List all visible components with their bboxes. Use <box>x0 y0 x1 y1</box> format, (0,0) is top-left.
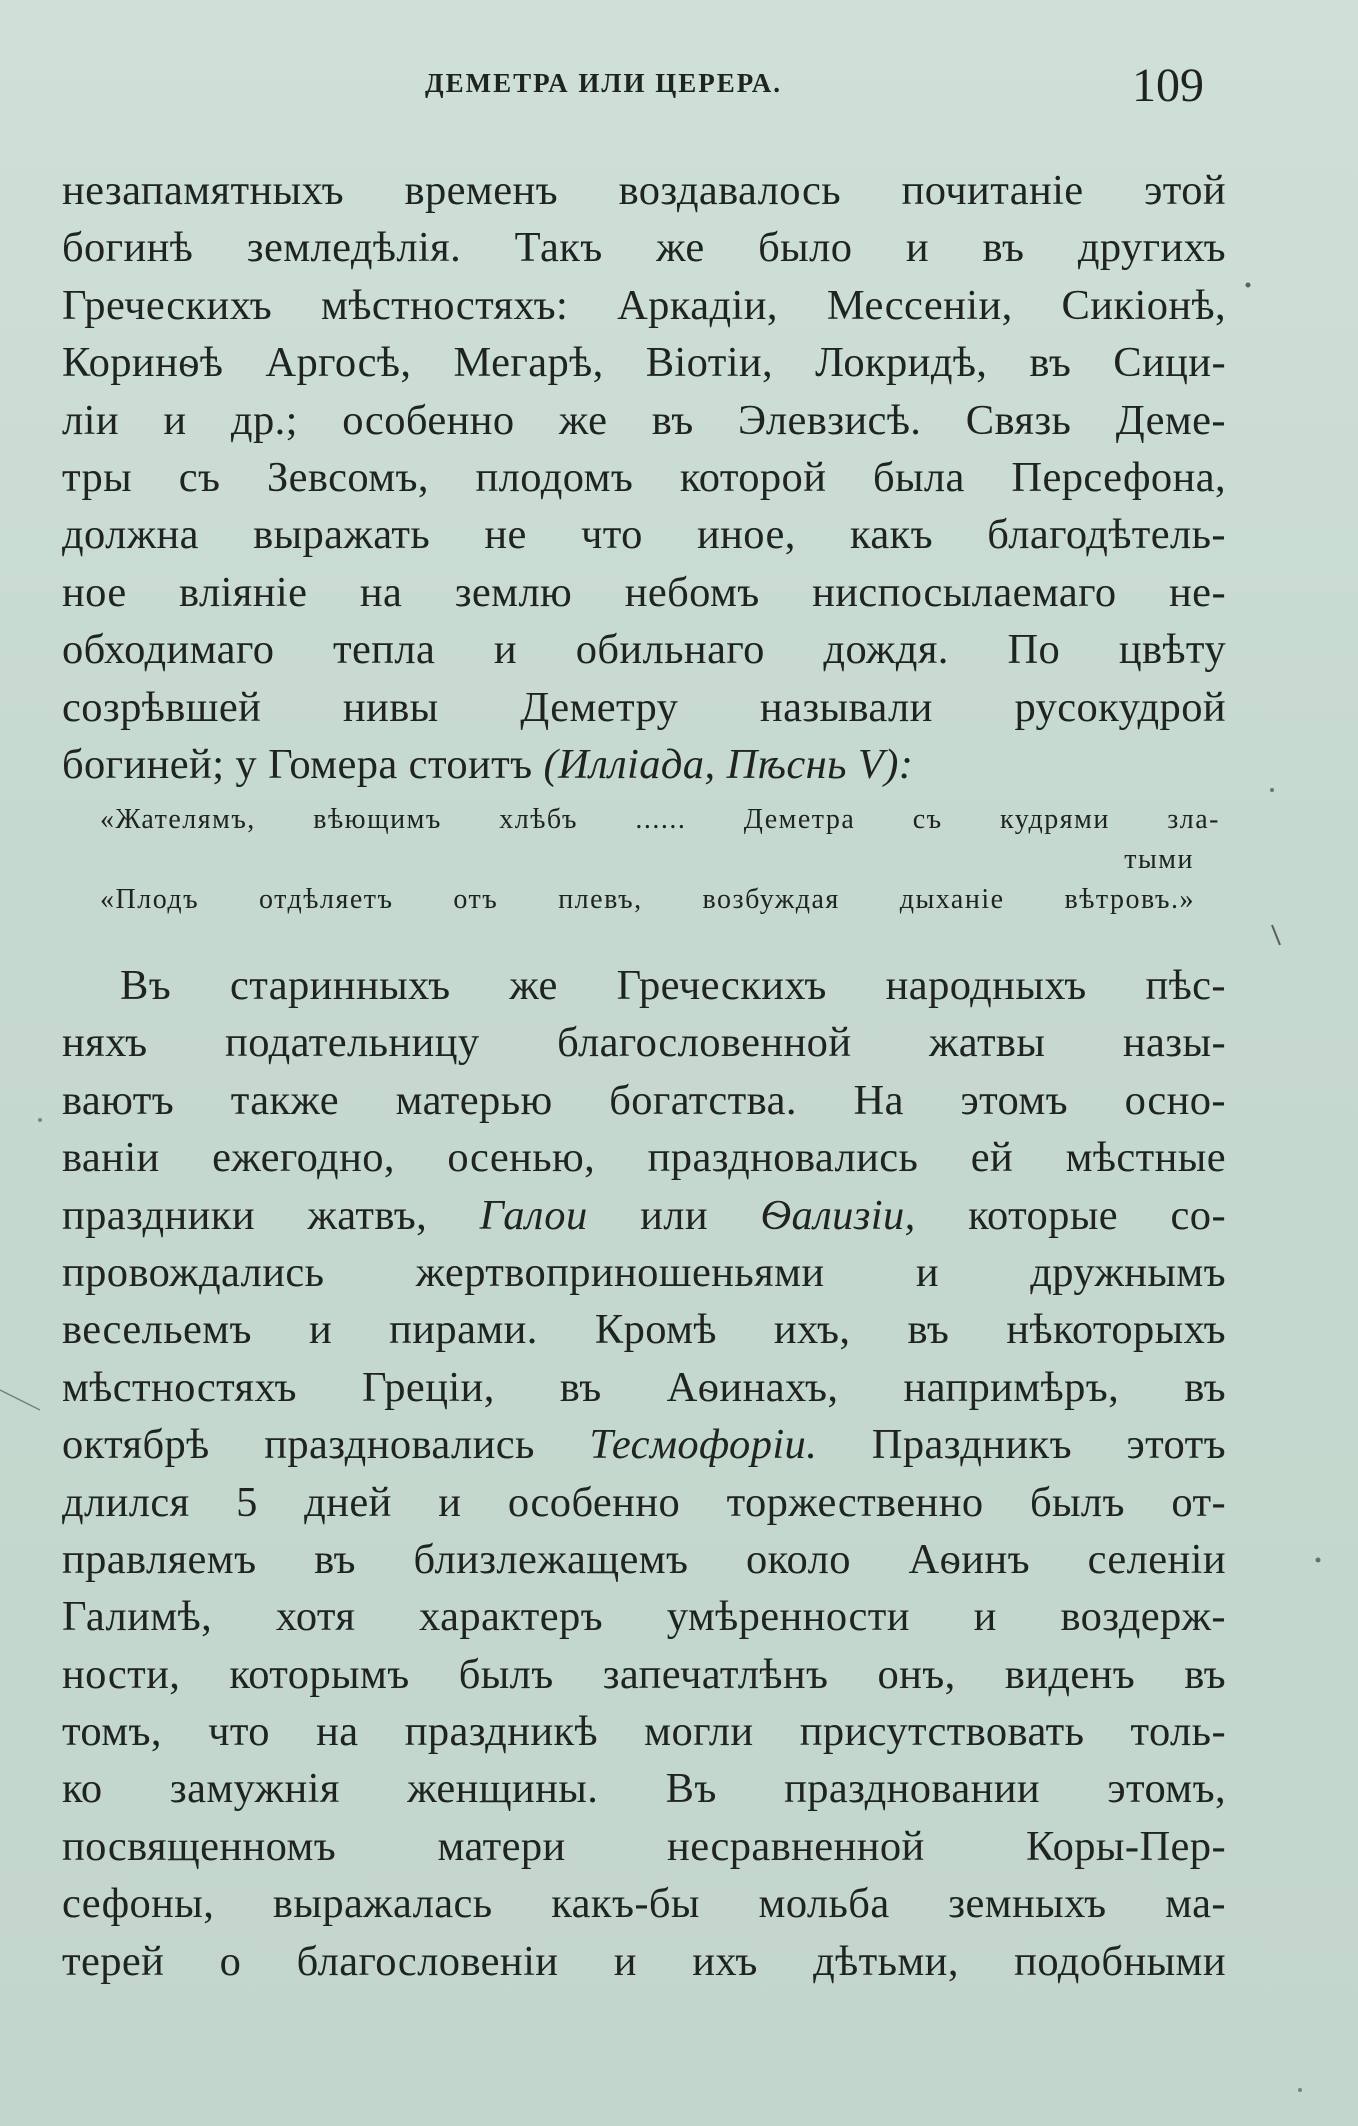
text-line: должна выражать не что иное, какъ благодѣтель- <box>62 511 1226 559</box>
text-line: няхъ подательницу благословенной жатвы назы- <box>62 1019 1226 1067</box>
verse-quote <box>100 800 1220 920</box>
paragraph-2 <box>62 957 1226 1990</box>
text-line <box>62 736 1226 793</box>
quote-line: «Плодъ отдѣляетъ отъ плевъ, возбуждая дыханiе вѣтровъ.» <box>100 884 1195 915</box>
page-header <box>0 59 1358 122</box>
text-line: Въ старинныхъ же Греческихъ народныхъ пѣс- <box>120 962 1226 1009</box>
text-line: томъ, что на праздникѣ могли присутствовать толь- <box>62 1708 1226 1756</box>
text-line: тры съ Зевсомъ, плодомъ которой была Персефона, <box>62 453 1226 501</box>
text-line: незапамятныхъ временъ воздавалось почитанiе этой <box>62 167 1226 214</box>
text-fragment: или <box>587 1191 761 1239</box>
text-fragment: которые со- <box>915 1191 1226 1239</box>
text-line <box>62 1187 1226 1244</box>
text-line: ное влiянiе на землю небомъ ниспосылаемаго не- <box>62 568 1226 616</box>
paragraph-1 <box>62 162 1226 793</box>
text-line: правляемъ въ близлежащемъ около Аѳинъ селенiи <box>62 1535 1226 1583</box>
text-line: ванiи ежегодно, осенью, праздновались ей мѣстные <box>62 1134 1226 1182</box>
text-fragment: октябрѣ праздновались <box>62 1421 590 1469</box>
festival-name: Ѳализiи, <box>760 1191 916 1239</box>
text-fragment: праздники жатвъ, <box>62 1191 480 1239</box>
text-line: обходимаго тепла и обильнаго дождя. По цвѣту <box>62 626 1226 674</box>
festival-name: Галои <box>479 1191 588 1239</box>
text-line: Коринѳѣ Аргосѣ, Мегарѣ, Вiотiи, Локридѣ, въ Сици- <box>62 339 1226 387</box>
citation: (Иллiада, Пѣснь V): <box>543 740 914 788</box>
text-line: мѣстностяхъ Грецiи, въ Аѳинахъ, напримѣръ, въ <box>62 1363 1226 1411</box>
text-line: ко замужнiя женщины. Въ праздновании этомъ, <box>62 1765 1226 1813</box>
text-line: сефоны, выражалась какъ-бы мольба земныхъ ма- <box>62 1880 1226 1928</box>
text-line <box>62 1416 1226 1473</box>
festival-name: Тесмофорiи. <box>589 1421 818 1469</box>
text-line: весельемъ и пирами. Кромѣ ихъ, въ нѣкоторыхъ <box>62 1306 1226 1354</box>
running-head: ДЕМЕТРА ИЛИ ЦЕРЕРА. <box>425 68 783 98</box>
text-line: богинѣ земледѣлiя. Такъ же было и въ другихъ <box>62 224 1226 272</box>
text-line: посвященномъ матери несравненной Коры-Пер- <box>62 1822 1226 1870</box>
text-line: ваютъ также матерью богатства. На этомъ осно- <box>62 1076 1226 1124</box>
quote-line: «Жателямъ, вѣющимъ хлѣбъ ...... Деметра съ кудрями зла- <box>100 804 1220 835</box>
text-line: длился 5 дней и особенно торжественно былъ от- <box>62 1478 1226 1526</box>
text-line: Галимѣ, хотя характеръ умѣренности и воздерж- <box>62 1593 1226 1641</box>
page-number: 109 <box>1132 59 1204 112</box>
text-line: Греческихъ мѣстностяхъ: Аркадiи, Мессенiи, Сикiонѣ, <box>62 281 1226 329</box>
text-line: терей о благословенiи и ихъ дѣтьми, подобными <box>62 1937 1226 1985</box>
quote-line-continuation: тыми <box>1124 844 1194 875</box>
text-line: лiи и др.; особенно же въ Элевзисѣ. Связь Деме- <box>62 396 1226 444</box>
text-line: созрѣвшей нивы Деметру называли русокудрой <box>62 683 1226 731</box>
text-line: провождались жертвоприношеньями и дружнымъ <box>62 1248 1226 1296</box>
text-fragment: богиней; у Гомера стоитъ <box>62 740 544 788</box>
text-fragment: Праздникъ этотъ <box>817 1421 1226 1469</box>
text-line: ности, которымъ былъ запечатлѣнъ онъ, виденъ въ <box>62 1650 1226 1698</box>
